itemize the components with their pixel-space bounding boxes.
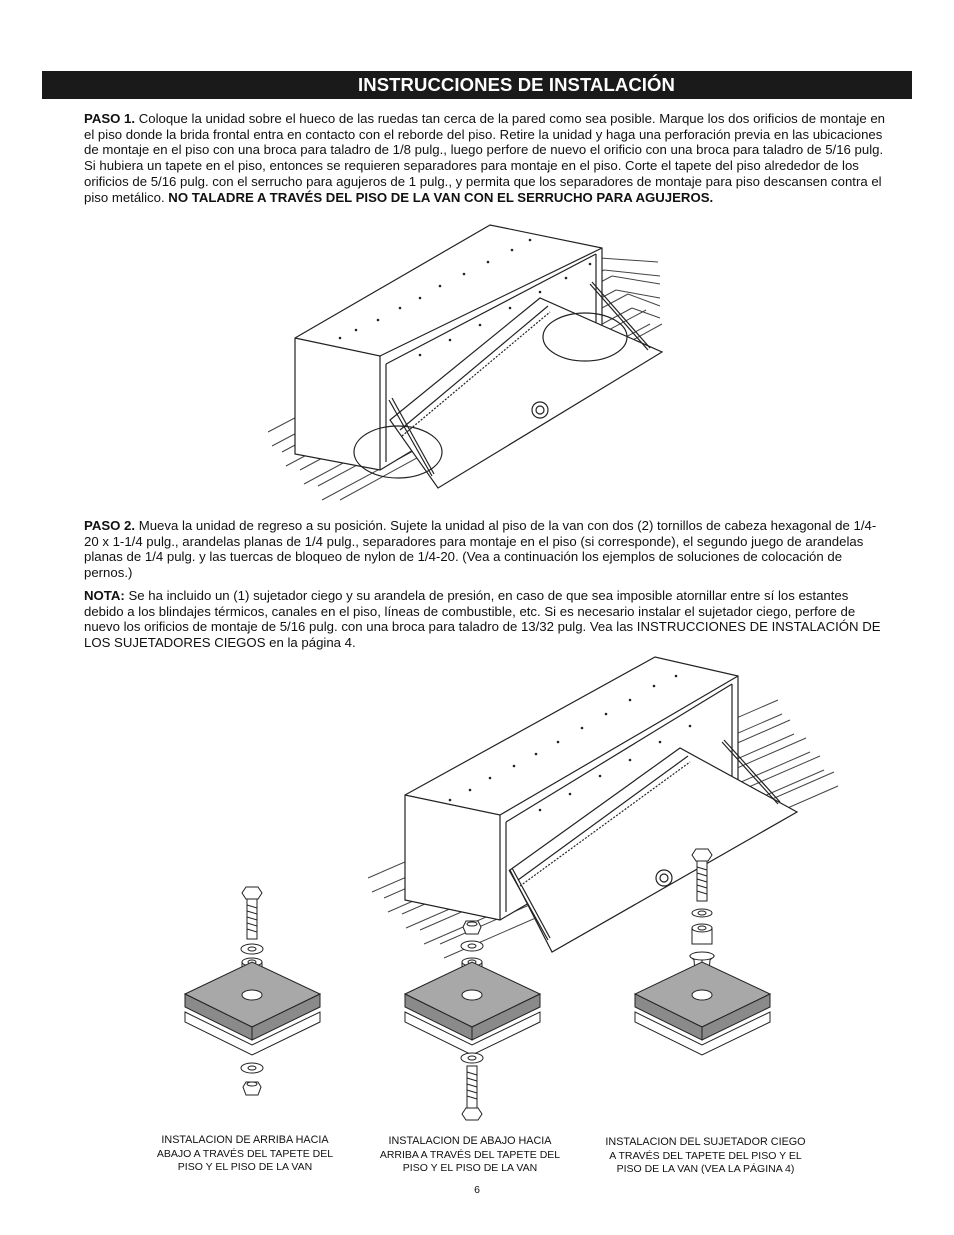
caption-2-line-1: INSTALACION DE ABAJO HACIA <box>388 1135 552 1147</box>
step-1-label: PASO 1. <box>84 111 136 126</box>
caption-1-line-1: INSTALACION DE ARRIBA HACIA <box>161 1134 329 1146</box>
bolt-config-top-down <box>185 887 320 1095</box>
bolt-config-bottom-up <box>405 921 540 1120</box>
note-label: NOTA: <box>84 588 125 603</box>
caption-2-line-3: PISO Y EL PISO DE LA VAN <box>402 1162 538 1175</box>
caption-3-line-1: INSTALACION DEL SUJETADOR CIEGO <box>605 1136 806 1148</box>
caption-2-line-2: ARRIBA A TRAVÉS DEL TAPETE DEL <box>379 1148 561 1161</box>
caption-bottom-up <box>372 1135 568 1176</box>
section-title: INSTRUCCIONES DE INSTALACIÓN <box>358 74 675 95</box>
note-text: Se ha incluido un (1) sujetador ciego y su arandela de presión, en caso de que sea imposible atornillar entre sí los estantes debido a los blindajes térmicos, canales en el piso, líneas de combustible, etc. Si es necesario instalar el sujetador ciego, perfore de nuevo los orificios de montaje de 5/16 pulg. con una broca para taladro de 13/32 pulg. Vea las INSTRUCCIONES DE INSTALACIÓN DE LOS SUJETADORES CIEGOS en la página 4. <box>84 588 881 651</box>
step-2-label: PASO 2. <box>84 518 136 533</box>
page-number: 6 <box>474 1184 480 1196</box>
caption-3-line-2: A TRAVÉS DEL TAPETE DEL PISO Y EL <box>609 1149 802 1162</box>
caption-top-down <box>150 1134 340 1175</box>
step-1-text: Coloque la unidad sobre el hueco de las ruedas tan cerca de la pared como sea posible. Marque los dos orificios de montaje en el piso donde la brida frontal entra en contacto con el reborde del piso. Retire la unidad y haga una perforación previa en las ubicaciones de montaje en el piso con una broca para taladro de 1/8 pulg., luego perfore de nuevo el orificio con una broca para taladro de 5/16 pulg. Si hubiera un tapete en el piso, entonces se requieren separadores para montaje en el piso. Corte el tapete del piso alrededor de los orificios de 5/16 pulg. con el serrucho para agujeros de 1 pulg., y permita que los separadores de montaje para piso descansen contra el piso metálico. <box>84 111 886 205</box>
caption-blind-fastener <box>598 1136 813 1177</box>
caption-1-line-3: PISO Y EL PISO DE LA VAN <box>177 1161 313 1174</box>
caption-3-line-3: PISO DE LA VAN (VEA LA PÁGINA 4) <box>616 1163 795 1176</box>
cabinet-2 <box>405 657 797 952</box>
caption-1-line-2: ABAJO A TRAVÉS DEL TAPETE DEL <box>156 1147 334 1160</box>
step-2-text: Mueva la unidad de regreso a su posición. Sujete la unidad al piso de la van con dos (2) tornillos de cabeza hexagonal de 1/4-20 x 1-1/4 pulg., arandelas planas de 1/4 pulg., separadores para montaje en el piso (si corresponde), el segundo juego de arandelas planas de 1/4 pulg. y las tuercas de bloqueo de nylon de 1/4-20. (Vea a continuación los ejemplos de soluciones de colocación de pernos.) <box>84 518 877 581</box>
step-1-warning: NO TALADRE A TRAVÉS DEL PISO DE LA VAN CON EL SERRUCHO PARA AGUJEROS. <box>168 189 714 205</box>
